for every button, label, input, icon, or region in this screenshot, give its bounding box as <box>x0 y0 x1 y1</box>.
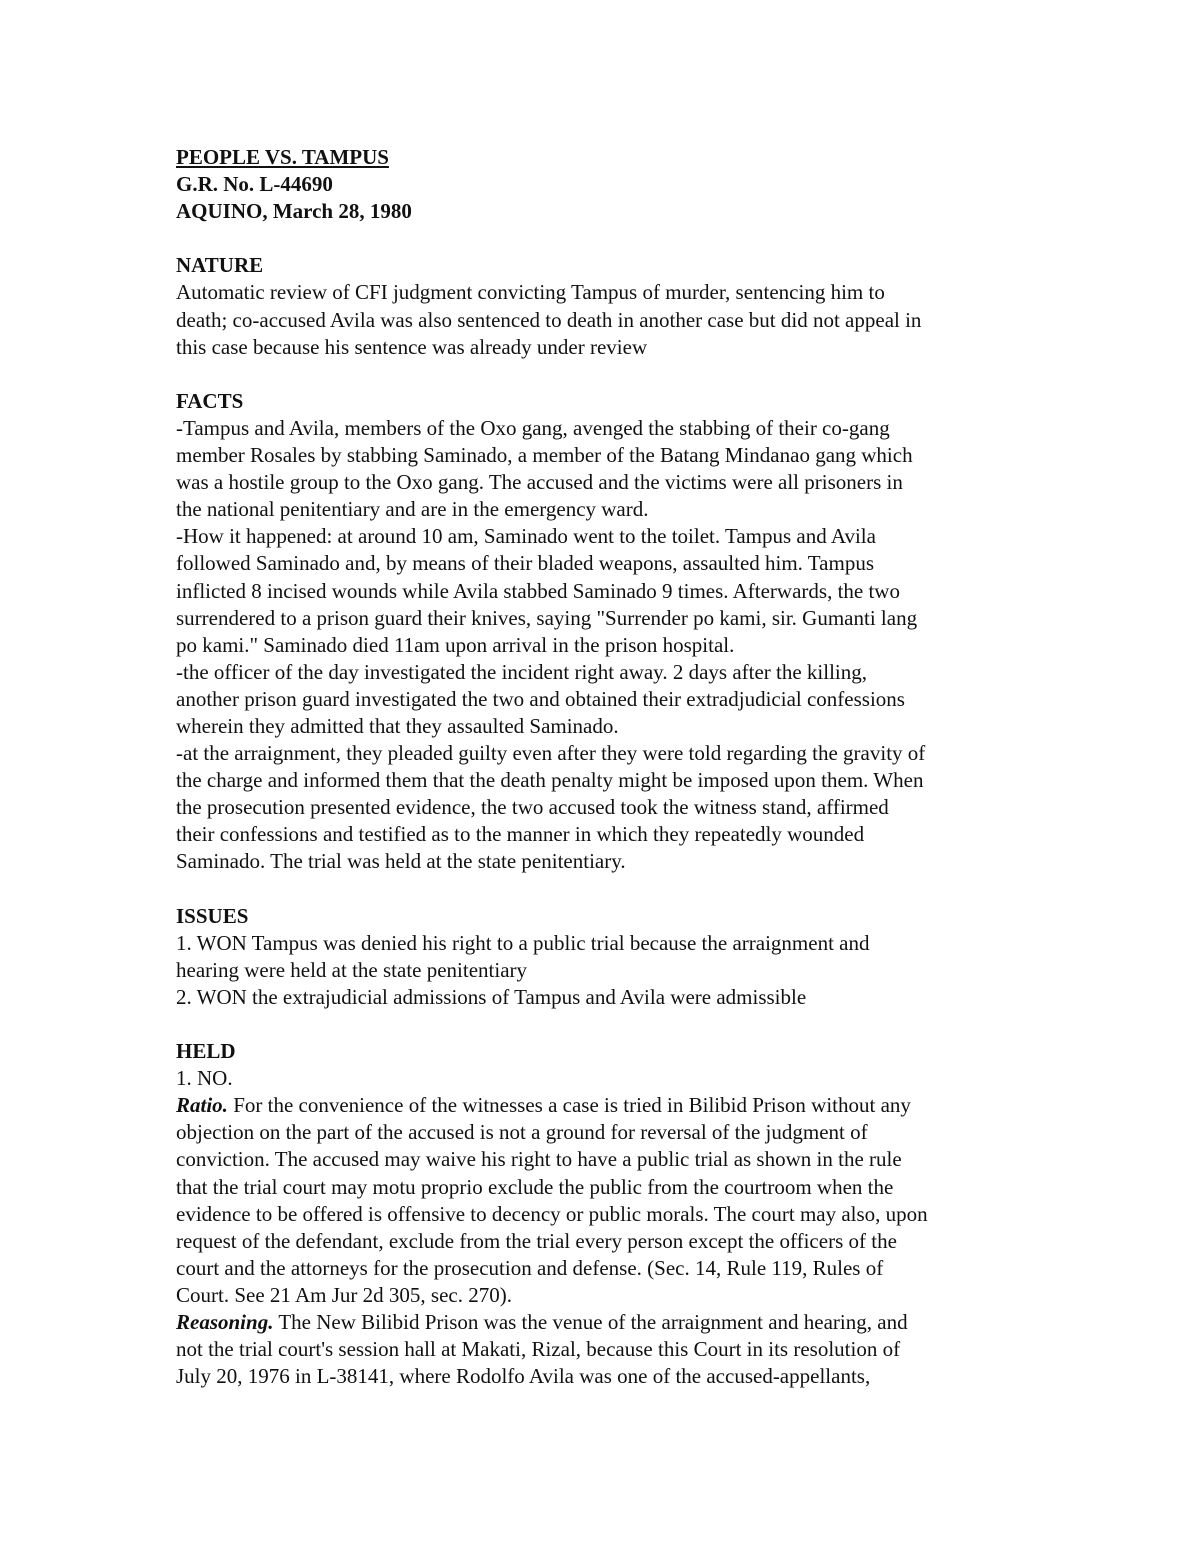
facts-line: inflicted 8 incised wounds while Avila stabbed Saminado 9 times. Afterwards, the two <box>176 578 900 603</box>
ratio-line: request of the defendant, exclude from the trial every person except the officers of the <box>176 1228 897 1253</box>
reasoning-line: not the trial court's session hall at Makati, Rizal, because this Court in its resolution of <box>176 1337 901 1362</box>
issues-heading: ISSUES <box>176 903 249 928</box>
held-answer: 1. NO. <box>176 1066 233 1091</box>
facts-line: member Rosales by stabbing Saminado, a member of the Batang Mindanao gang which <box>176 443 913 468</box>
facts-line: their confessions and testified as to the manner in which they repeatedly wounded <box>176 822 865 847</box>
ratio-first-text: For the convenience of the witnesses a case is tried in Bilibid Prison without any <box>227 1093 911 1118</box>
facts-line: the national penitentiary and are in the emergency ward. <box>176 497 649 522</box>
ratio-line: objection on the part of the accused is not a ground for reversal of the judgment of <box>176 1120 868 1145</box>
facts-line: -How it happened: at around 10 am, Saminado went to the toilet. Tampus and Avila <box>176 524 876 549</box>
facts-line: -at the arraignment, they pleaded guilty even after they were told regarding the gravity of <box>176 741 926 766</box>
ratio-line: conviction. The accused may waive his right to have a public trial as shown in the rule <box>176 1147 902 1172</box>
ratio-label: Ratio. <box>176 1093 228 1118</box>
facts-line: surrendered to a prison guard their knives, saying "Surrender po kami, sir. Gumanti lang <box>176 605 918 630</box>
ratio-line: Court. See 21 Am Jur 2d 305, sec. 270). <box>176 1282 512 1307</box>
nature-line: death; co-accused Avila was also sentenced to death in another case but did not appeal in <box>176 307 922 332</box>
ratio-line: that the trial court may motu proprio exclude the public from the courtroom when the <box>176 1174 894 1199</box>
ratio-line: evidence to be offered is offensive to decency or public morals. The court may also, upon <box>176 1201 928 1226</box>
spacer <box>176 361 1036 388</box>
spacer <box>176 876 1036 903</box>
reasoning-label: Reasoning. <box>176 1310 274 1335</box>
facts-line: was a hostile group to the Oxo gang. The accused and the victims were all prisoners in <box>176 470 903 495</box>
facts-line: followed Saminado and, by means of their bladed weapons, assaulted him. Tampus <box>176 551 874 576</box>
facts-line: -the officer of the day investigated the incident right away. 2 days after the killing, <box>176 659 868 684</box>
reasoning-first-text: The New Bilibid Prison was the venue of the arraignment and hearing, and <box>273 1310 908 1335</box>
spacer <box>176 1011 1036 1038</box>
gr-number: G.R. No. L-44690 <box>176 172 333 197</box>
case-title: PEOPLE VS. TAMPUS <box>176 145 389 169</box>
facts-line: another prison guard investigated the two and obtained their extradjudicial confessions <box>176 686 905 711</box>
nature-line: Automatic review of CFI judgment convicting Tampus of murder, sentencing him to <box>176 280 885 305</box>
spacer <box>176 225 1036 252</box>
facts-line: the charge and informed them that the death penalty might be imposed upon them. When <box>176 768 924 793</box>
issues-line: 2. WON the extrajudicial admissions of Tampus and Avila were admissible <box>176 984 807 1009</box>
nature-line: this case because his sentence was already under review <box>176 334 648 359</box>
ratio-line: court and the attorneys for the prosecution and defense. (Sec. 14, Rule 119, Rules of <box>176 1255 884 1280</box>
facts-line: Saminado. The trial was held at the state penitentiary. <box>176 849 626 874</box>
facts-line: -Tampus and Avila, members of the Oxo gang, avenged the stabbing of their co-gang <box>176 415 890 440</box>
held-heading: HELD <box>176 1039 236 1064</box>
nature-heading: NATURE <box>176 253 264 278</box>
facts-line: the prosecution presented evidence, the two accused took the witness stand, affirmed <box>176 795 889 820</box>
ponente-date: AQUINO, March 28, 1980 <box>176 199 412 224</box>
ratio-first-line <box>176 1092 1036 1119</box>
reasoning-first-line <box>176 1309 1036 1336</box>
issues-line: 1. WON Tampus was denied his right to a public trial because the arraignment and <box>176 930 870 955</box>
document-page <box>176 144 1036 1390</box>
facts-heading: FACTS <box>176 388 244 413</box>
issues-line: hearing were held at the state penitentiary <box>176 957 528 982</box>
reasoning-line: July 20, 1976 in L-38141, where Rodolfo Avila was one of the accused-appellants, <box>176 1364 871 1389</box>
facts-line: po kami." Saminado died 11am upon arrival in the prison hospital. <box>176 632 735 657</box>
facts-line: wherein they admitted that they assaulted Saminado. <box>176 713 619 738</box>
